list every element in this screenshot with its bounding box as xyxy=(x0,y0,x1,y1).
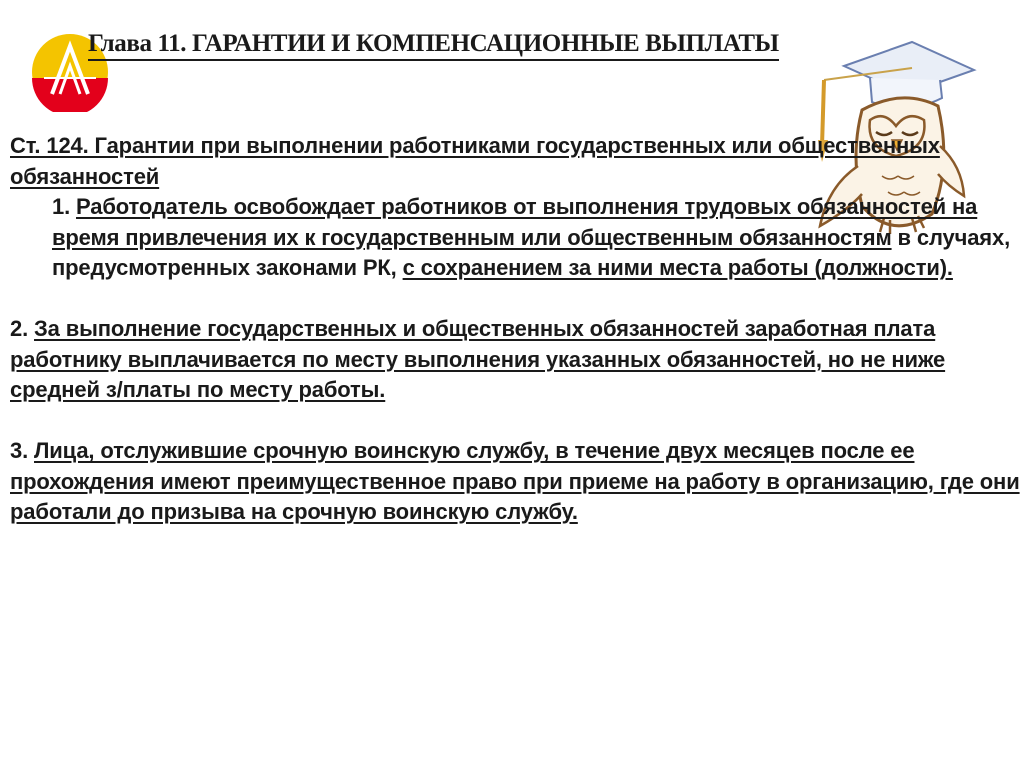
spacer xyxy=(10,284,1020,315)
item-1-plain: в случаях, предусмотренных законами РК, xyxy=(52,224,1011,280)
item-2-underlined: За выполнение государственных и общественных обязанностей заработная плата работнику выплачивается по месту выполнения указанных обязанностей, но не ниже средней з/платы по месту работы. xyxy=(10,316,946,402)
article-body xyxy=(10,131,1020,528)
item-2-number: 2. xyxy=(10,316,35,341)
item-3-number: 3. xyxy=(10,438,35,463)
item-1-underlined-end: с сохранением за ними места работы (должности). xyxy=(402,255,953,280)
spacer xyxy=(10,406,1020,437)
article-heading: Ст. 124. Гарантии при выполнении работниками государственных или общественных обязанностей xyxy=(10,133,940,189)
item-3-underlined: Лица, отслужившие срочную воинскую службу, в течение двух месяцев после ее прохождения имеют преимущественное право при приеме на работу в организацию, где они работали до призыва на срочную воинскую службу. xyxy=(10,438,1020,524)
article-item-1 xyxy=(10,192,1020,284)
page-title: Глава 11. ГАРАНТИИ И КОМПЕНСАЦИОННЫЕ ВЫПЛАТЫ xyxy=(88,30,779,61)
item-1-underlined: Работодатель освобождает работников от выполнения трудовых обязанностей на время привлечения их к государственным или общественным обязанностям xyxy=(52,194,978,250)
article-item-2 xyxy=(10,314,1020,406)
article-item-3 xyxy=(10,436,1020,528)
item-1-number: 1. xyxy=(52,194,77,219)
